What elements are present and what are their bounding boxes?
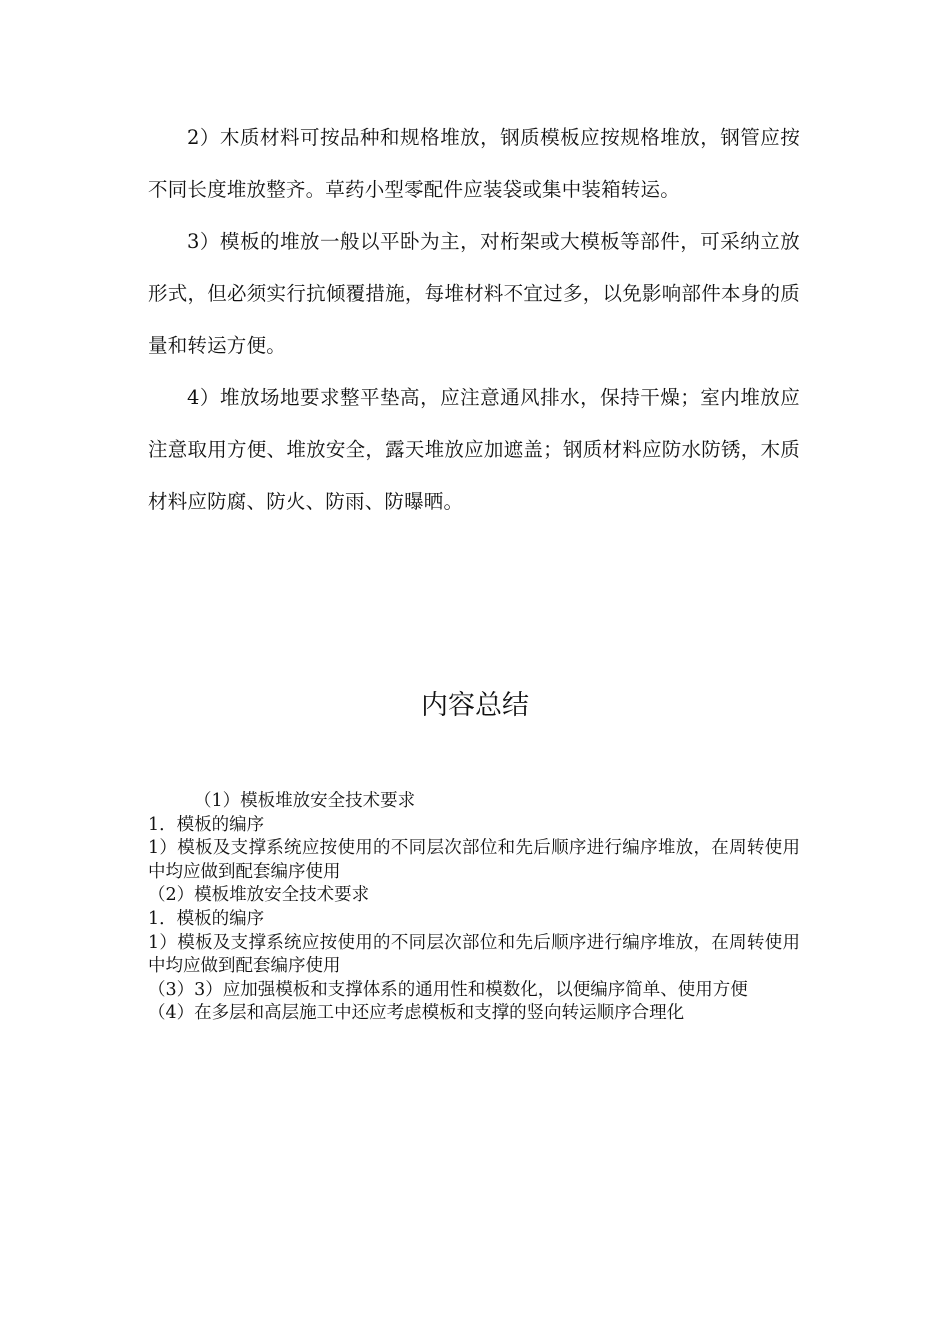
summary-line: （2）模板堆放安全技术要求 [148,885,370,906]
summary-title: 内容总结 [421,690,529,721]
summary-block [148,790,800,1026]
body-text [148,112,800,528]
paragraph-2: 2）木质材料可按品种和规格堆放，钢质模板应按规格堆放，钢管应按不同长度堆放整齐。草药小型零配件应装袋或集中装箱转运。 [148,126,800,201]
summary-line: （3）3）应加强模板和支撑体系的通用性和模数化，以便编序简单、使用方便 [148,979,748,1000]
summary-line: 1．模板的编序 [148,814,265,835]
paragraph-3: 3）模板的堆放一般以平卧为主，对桁架或大模板等部件，可采纳立放形式，但必须实行抗倾覆措施，每堆材料不宜过多，以免影响部件本身的质量和转运方便。 [148,230,800,357]
summary-line: 1．模板的编序 [148,908,265,929]
summary-line: （4）在多层和高层施工中还应考虑模板和支撑的竖向转运顺序合理化 [148,1003,685,1024]
summary-line: 1）模板及支撑系统应按使用的不同层次部位和先后顺序进行编序堆放，在周转使用中均应做到配套编序使用 [148,932,800,977]
summary-line: 1）模板及支撑系统应按使用的不同层次部位和先后顺序进行编序堆放，在周转使用中均应做到配套编序使用 [148,838,800,882]
paragraph-4: 4）堆放场地要求整平垫高，应注意通风排水，保持干燥；室内堆放应注意取用方便、堆放安全，露天堆放应加遮盖；钢质材料应防水防锈，木质材料应防腐、防火、防雨、防曝晒。 [148,386,800,513]
summary-line: （1）模板堆放安全技术要求 [194,791,416,811]
